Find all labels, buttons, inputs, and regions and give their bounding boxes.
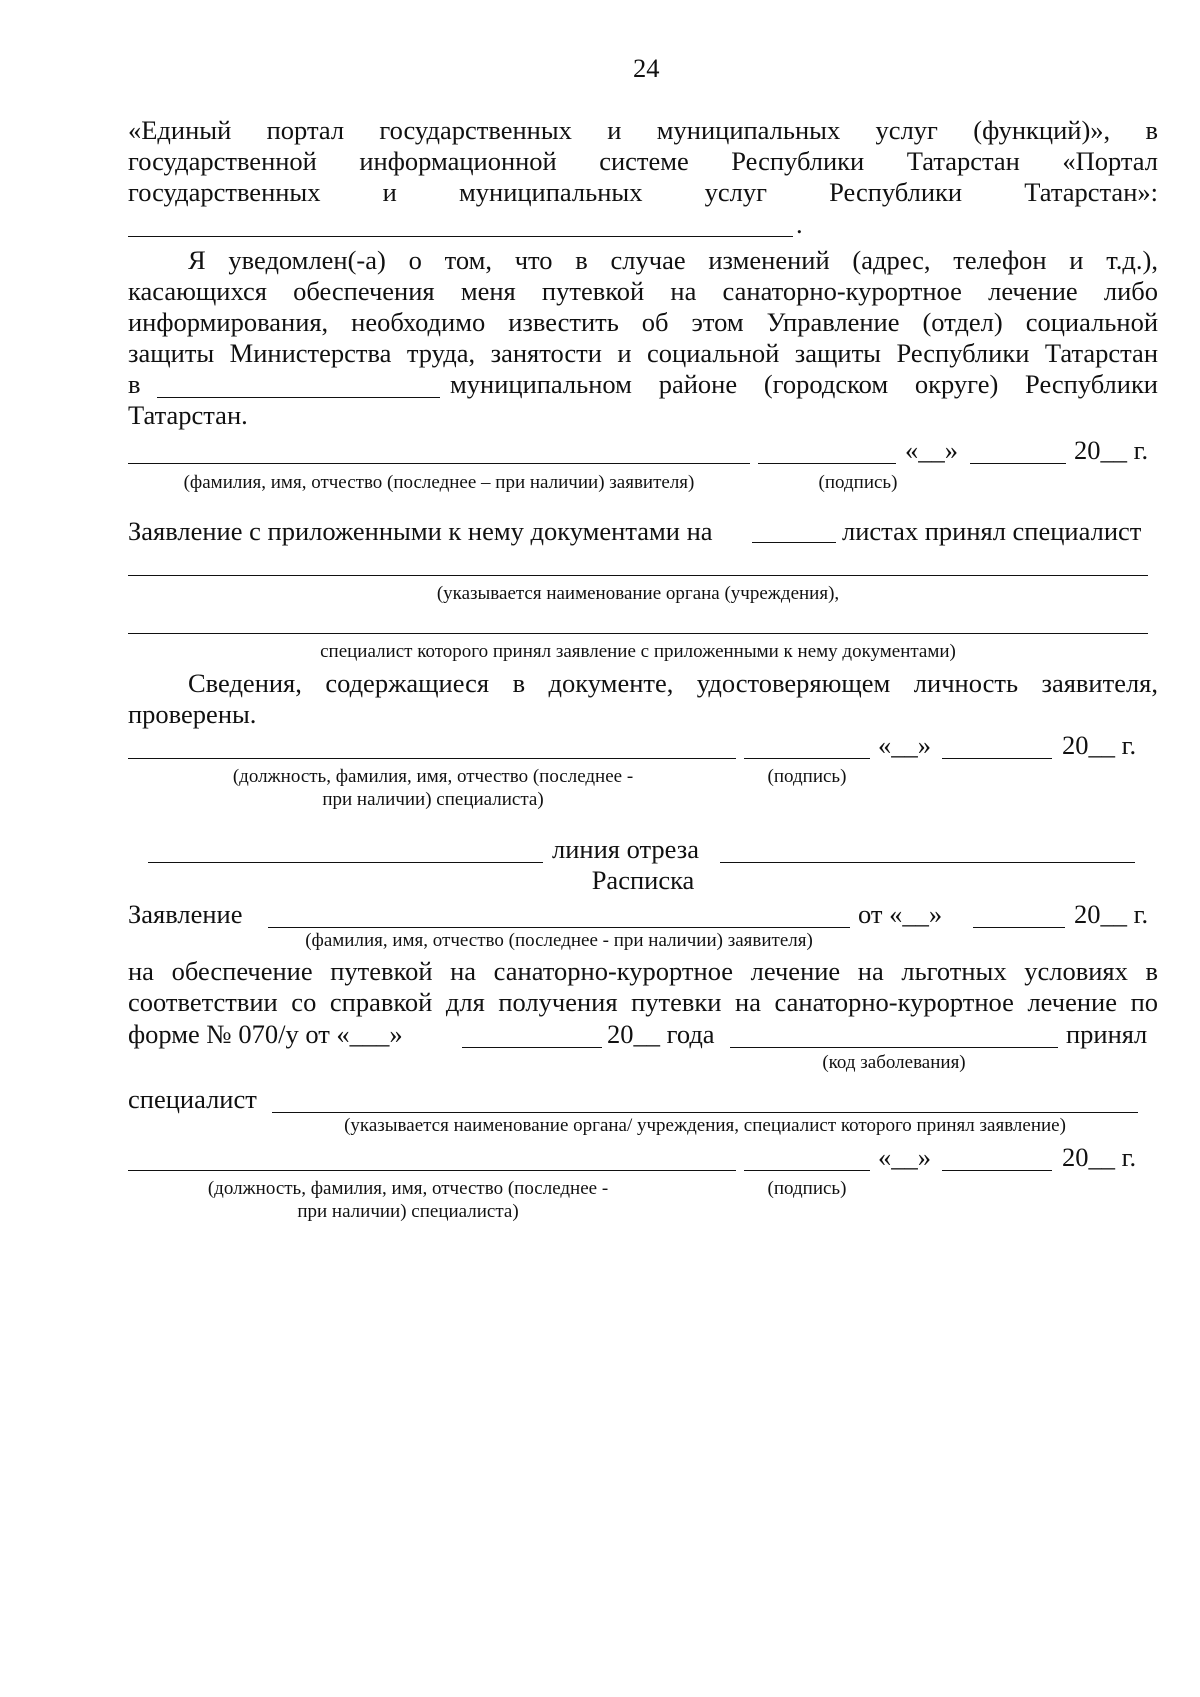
- receipt-date-line: [973, 927, 1065, 928]
- specialist-caption: специалист которого принял заявление с приложенными к нему документами): [320, 641, 956, 662]
- receipt-form-suffix: принял: [1066, 1019, 1148, 1049]
- specialist-line: [128, 633, 1148, 634]
- receipt-line-2: соответствии со справкой для получения путевки на санаторно-курортное лечение по: [128, 987, 1158, 1017]
- receipt-application-label: Заявление: [128, 899, 243, 929]
- cut-line-right: [720, 862, 1135, 863]
- org-name-line: [128, 575, 1148, 576]
- district-blank-line: [157, 397, 440, 398]
- received-text-suffix: листах принял специалист: [842, 516, 1142, 546]
- portal-blank-dot: .: [796, 209, 803, 239]
- sign1-date-line: [970, 463, 1066, 464]
- receipt-form-date-line: [462, 1047, 602, 1048]
- notice-line-5-suffix: муниципальном районе (городском округе) Республики: [450, 369, 1158, 399]
- officer-name-line: [128, 758, 736, 759]
- receipt-officer-signature-caption: (подпись): [767, 1178, 847, 1199]
- receipt-form-prefix: форме № 070/у от «___»: [128, 1019, 403, 1049]
- receipt-officer-name-line: [128, 1170, 736, 1171]
- notice-line-2: касающихся обеспечения меня путевкой на санаторно-курортное лечение либо: [128, 276, 1158, 306]
- verified-line-2: проверены.: [128, 699, 257, 729]
- applicant-signature-line: [758, 463, 896, 464]
- receipt-specialist-label: специалист: [128, 1084, 257, 1114]
- intro-line-2: государственной информационной системе Республики Татарстан «Портал: [128, 146, 1158, 176]
- sign3-year: 20__ г.: [1062, 1142, 1137, 1172]
- applicant-signature-caption: (подпись): [818, 472, 898, 493]
- officer-signature-line: [744, 758, 870, 759]
- notice-line-3: информирования, необходимо известить об этом Управление (отдел) социальной: [128, 307, 1158, 337]
- intro-line-1: «Единый портал государственных и муниципальных услуг (функций)», в: [128, 115, 1158, 145]
- disease-code-line: [730, 1047, 1058, 1048]
- applicant-name-caption: (фамилия, имя, отчество (последнее – при наличии) заявителя): [183, 472, 695, 493]
- receipt-org-caption: (указывается наименование органа/ учреждения, специалист которого принял заявление): [344, 1115, 1066, 1136]
- page-number: 24: [633, 53, 660, 83]
- sign1-date-quotes: «__»: [905, 435, 958, 465]
- cut-line-left: [148, 862, 543, 863]
- sign2-date-quotes: «__»: [878, 730, 931, 760]
- receipt-officer-caption-1: (должность, фамилия, имя, отчество (последнее -: [207, 1178, 609, 1199]
- sheets-count-line: [752, 542, 836, 543]
- intro-line-3: государственных и муниципальных услуг Республики Татарстан»:: [128, 177, 1158, 207]
- receipt-officer-caption-2: при наличии) специалиста): [297, 1201, 519, 1222]
- org-name-caption: (указывается наименование органа (учреждения),: [436, 583, 840, 604]
- portal-blank-line: [128, 236, 793, 237]
- notice-line-5-prefix: в: [128, 369, 141, 399]
- receipt-date-from: от «__»: [858, 899, 943, 929]
- notice-line-1: Я уведомлен(-а) о том, что в случае изменений (адрес, телефон и т.д.),: [188, 245, 1158, 275]
- sign3-date-quotes: «__»: [878, 1142, 931, 1172]
- receipt-form-year: 20__ года: [607, 1019, 715, 1049]
- receipt-line-1: на обеспечение путевкой на санаторно-курортное лечение на льготных условиях в: [128, 956, 1158, 986]
- receipt-year: 20__ г.: [1074, 899, 1149, 929]
- receipt-org-line: [272, 1112, 1138, 1113]
- sign2-year: 20__ г.: [1062, 730, 1137, 760]
- receipt-applicant-line: [268, 927, 850, 928]
- receipt-officer-signature-line: [744, 1170, 870, 1171]
- officer-position-caption-2: при наличии) специалиста): [322, 789, 544, 810]
- sign2-date-line: [942, 758, 1052, 759]
- officer-signature-caption: (подпись): [767, 766, 847, 787]
- sign3-date-line: [942, 1170, 1052, 1171]
- receipt-title: Расписка: [591, 865, 695, 895]
- sign1-year: 20__ г.: [1074, 435, 1149, 465]
- disease-code-caption: (код заболевания): [822, 1052, 966, 1073]
- cut-line-label: линия отреза: [552, 834, 699, 864]
- notice-line-6: Татарстан.: [128, 400, 248, 430]
- applicant-name-line: [128, 463, 750, 464]
- receipt-applicant-caption: (фамилия, имя, отчество (последнее - при наличии) заявителя): [305, 930, 813, 951]
- officer-position-caption-1: (должность, фамилия, имя, отчество (последнее -: [232, 766, 634, 787]
- notice-line-4: защиты Министерства труда, занятости и социальной защиты Республики Татарстан: [128, 338, 1158, 368]
- received-text-prefix: Заявление с приложенными к нему документами на: [128, 516, 713, 546]
- verified-line-1: Сведения, содержащиеся в документе, удостоверяющем личность заявителя,: [188, 668, 1158, 698]
